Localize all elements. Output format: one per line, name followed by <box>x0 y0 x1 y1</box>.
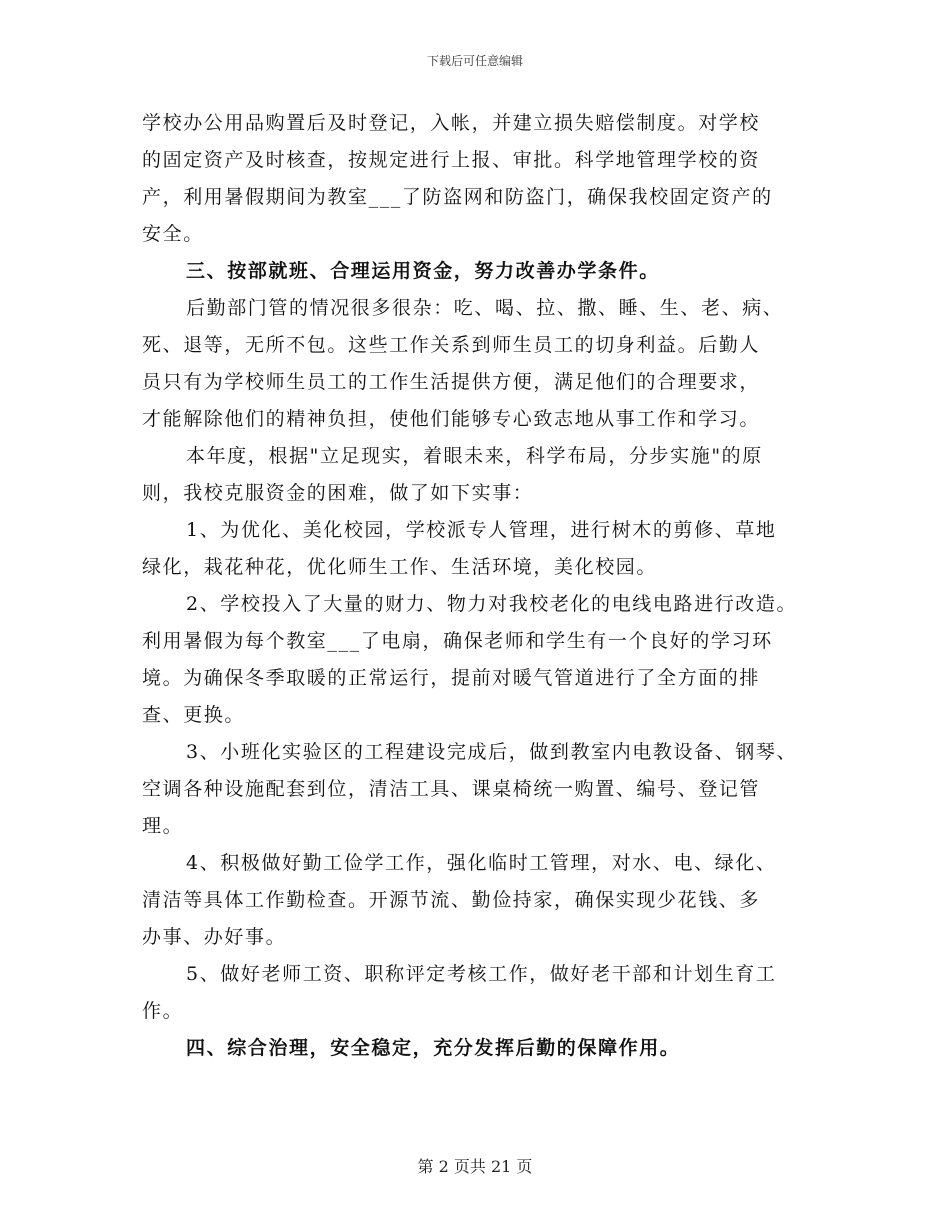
text-line: 安全。 <box>142 223 204 245</box>
text-line: 则，我校克服资金的困难，做了如下实事： <box>142 482 534 504</box>
page-number: 第 2 页共 21 页 <box>417 1157 533 1176</box>
text-line: 绿化，栽花种花，优化师生工作、生活环境，美化校园。 <box>142 556 658 578</box>
section-heading-3: 三、按部就班、合理运用资金，努力改善办学条件。 <box>186 260 660 282</box>
text-line: 员只有为学校师生员工的工作生活提供方便，满足他们的合理要求， <box>142 371 761 393</box>
text-line: 的固定资产及时核查，按规定进行上报、审批。科学地管理学校的资 <box>142 149 761 171</box>
page-header: 下载后可任意编辑 <box>426 54 523 68</box>
text-line: 后勤部门管的情况很多很杂：吃、喝、拉、撒、睡、生、老、病、 <box>186 297 784 319</box>
text-line: 才能解除他们的精神负担，使他们能够专心致志地从事工作和学习。 <box>142 408 761 430</box>
list-item-1: 1、为优化、美化校园，学校派专人管理，进行树木的剪修、草地 <box>186 519 777 541</box>
text-line: 境。为确保冬季取暖的正常运行，提前对暖气管道进行了全方面的排 <box>142 667 761 689</box>
text-line: 产，利用暑假期间为教室___了防盗网和防盗门，确保我校固定资产的 <box>142 186 773 208</box>
list-item-5: 5、做好老师工资、职称评定考核工作，做好老干部和计划生育工 <box>186 963 777 985</box>
text-line: 理。 <box>142 815 184 837</box>
section-heading-4: 四、综合治理，安全稳定，充分发挥后勤的保障作用。 <box>186 1037 681 1059</box>
text-line: 清洁等具体工作勤检查。开源节流、勤俭持家，确保实现少花钱、多 <box>142 889 761 911</box>
text-line: 学校办公用品购置后及时登记，入帐，并建立损失赔偿制度。对学校 <box>142 112 761 134</box>
list-item-4: 4、积极做好勤工俭学工作，强化临时工管理，对水、电、绿化、 <box>186 852 777 874</box>
text-line: 利用暑假为每个教室___了电扇，确保老师和学生有一个良好的学习环 <box>142 630 773 652</box>
text-line: 办事、办好事。 <box>142 926 287 948</box>
list-item-3: 3、小班化实验区的工程建设完成后，做到教室内电教设备、钢琴、 <box>186 741 798 763</box>
text-line: 作。 <box>142 1000 184 1022</box>
document-body <box>142 105 822 1067</box>
text-line: 空调各种设施配套到位，清洁工具、课桌椅统一购置、编号、登记管 <box>142 778 761 800</box>
text-line: 查、更换。 <box>142 704 246 726</box>
text-line: 本年度，根据"立足现实，着眼未来，科学布局，分步实施"的原 <box>186 445 763 467</box>
text-line: 死、退等，无所不包。这些工作关系到师生员工的切身利益。后勤人 <box>142 334 761 356</box>
list-item-2: 2、学校投入了大量的财力、物力对我校老化的电线电路进行改造。 <box>186 593 798 615</box>
